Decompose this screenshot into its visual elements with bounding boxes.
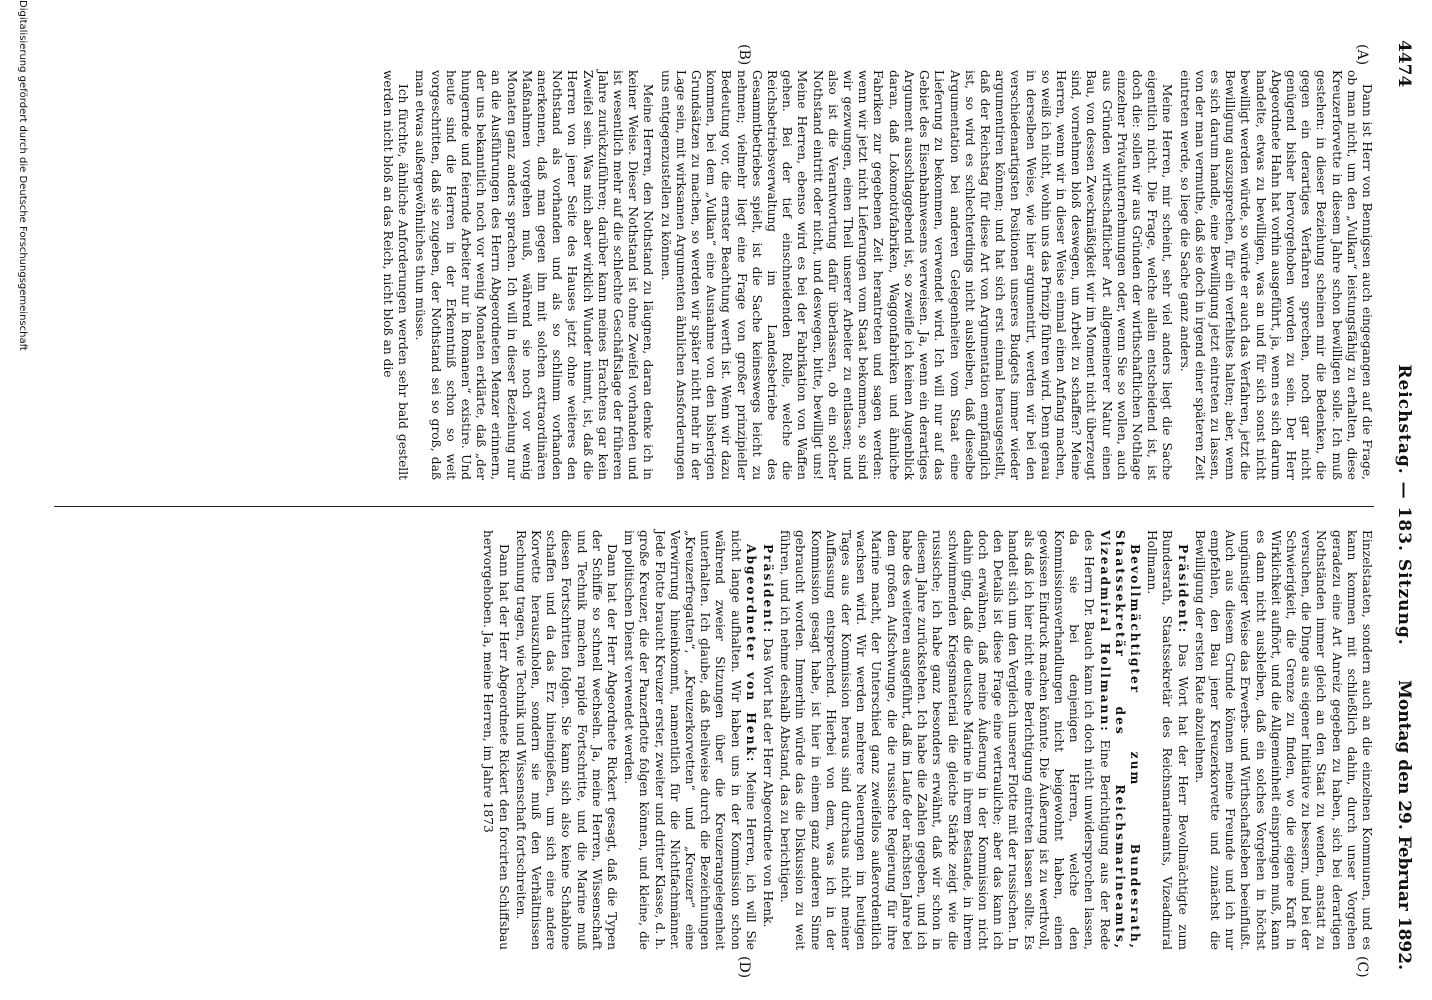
left-paragraph-3: Meine Herren, den Nothstand zu läugnen, daran denke ich in keiner Weise. Dieser Nothstand ist ohne Zweifel vorhanden und ist wesentlich mehr auf die schlechte Geschäftslage der früheren Jahre zurückzuführen; darüber kann meines Erachtens gar kein Zweifel sein. Was mich aber wirklich Wunder nimmt, ist, daß die Herren von jener Seite des Hauses jetzt ohne weiteres den Nothstand als vorhanden und als so schlimm vorhanden anerkennen, daß man gegen ihn mit solchen extraordinären Maßnahmen vorgehen muß, während sie noch vor wenig Monaten ganz anders sprachen. Ich will in dieser Beziehung nur an die Ausführungen des Herrn Abgeordneten Menzer erinnern, der uns bekanntlich noch vor wenig Monaten erklärte, daß „der hungernde und feiernde Arbeiter nur in Romanen“ existire. Und heute sind die Herren in der Erkenntniß schon so weit vorgeschritten, daß sie zugeben, der Nothstand sei so groß, daß man etwas außergewöhnliches thun müsse. [413, 70, 656, 480]
right-column [54, 530, 1374, 950]
right-paragraph-6: Dann hat der Herr Abgeordnete Rickert gesagt, daß die Typen der Schiffe so schnell wechseln. Ja, meine Herren, Wissenschaft und Technik machen rapide Fortschritte, und die Marine muß diesen Fortschritten folgen. Sie kann sich also keine Schablone schaffen und da das Erz hineingießen, um sich eine andere Korvette herauszuholen, sondern sie muß den Verhältnissen Rechnung tragen, wie Technik und Wissenschaft fortschreiten. [513, 530, 620, 950]
speaker-label: Abgeordneter von Henk: [743, 544, 758, 764]
page-number: 4474 [1394, 40, 1414, 88]
marker-d: (D) [736, 956, 752, 979]
page-header [1388, 40, 1414, 970]
left-paragraph-4: Ich fürchte, ähnliche Anforderungen werden sehr bald gestellt werden nicht bloß an das Reich, nicht bloß an die [381, 70, 411, 480]
speech-text: Meine Herren, ich will Sie nicht lange aufhalten. Wir haben uns in der Kommission schon während zweier Sitzungen über die Kreuzerangelegenheit unterhalten. Ich glaube, daß theilweise durch die Bezeichnungen „Kreuzerfregatten“, „Kreuzerkorvetten“ und „Kreuzer“ eine Verwirrung hineinkommt, namentlich für die Nichtfachmänner. Jede Flotte braucht Kreuzer erster, zweiter und dritter Klasse, d. h. große Kreuzer, die der Panzerflotte folgen können, und kleine, die im politischen Dienst verwendet werden. [622, 530, 758, 950]
speech-text: Eine Berichtigung aus der Rede des Herrn Dr. Bauch kann ich doch nicht unwidersprochen lassen, da sie bei denjenigen Herren, welche den Kommissionsverhandlungen nicht beigewohnt haben, einen gewissen Eindruck machen könnte. Die Äußerung ist zu werthvoll, als daß ich hier nicht eine Berichtigung eintreten lassen sollte. Es handelt sich um den Vergleich unserer Flotte mit der russischen. In den Details ist diese Frage eine vertrauliche; aber das kann ich doch erwähnen, daß meine Äußerung in der Kommission nicht dahin ging, daß die deutsche Marine in ihrem Bestande, in ihrem schwimmenden Kriegsmaterial die gleiche Stärke zeigt wie die russische; ich habe ganz besonders erwähnt, daß wir schon in diesem Jahre zurückstehen. Ich habe die Zahlen gegeben, und ich habe des weiteren ausgeführt, daß im Laufe der nächsten Jahre bei dem großen Aufschwunge, die die russische Regierung für ihre Marine macht, der Unterschied ganz zweifellos außerordentlich wachsen wird. Wir werden mehrere Neuerungen im heutigen Tages aus der Kommission heraus sind durchaus nicht meiner Auffassung entsprechend. Hierbei von dem, was ich in der Kommission gesagt habe, ist hier in einem ganz anderen Sinne gebraucht worden. Immerhin würde das die Diskussion zu weit führen, und ich nehme deshalb Abstand, das zu berichtigen. [778, 530, 1112, 950]
marker-a: (A) [1354, 44, 1370, 66]
speech-text: Das Wort hat der Herr Bevollmächtigte zum Bundesrath, Staatssekretär des Reichsmarineamts, Vizeadmiral Hollmann. [1145, 530, 1190, 950]
column-divider [54, 506, 1374, 507]
right-paragraph-1: Einzelstaaten, sondern auch an die einzelnen Kommunen, und es kann kommen mit schließlich dahin, durch unser Vorgehen geradezu eine Art Anreiz gegeben zu haben, sich bei derartigen Nothständen immer gleich an den Staat zu wenden, anstatt zu versuchen, die Dinge aus eigener Initiative zu bessern, und bei der Schwierigkeit, die Grenze zu finden, wo die eigene Kraft in Wirklichkeit aufhört, und die Allgemeinheit einspringen muß, kann es dann nicht ausbleiben, daß ein solches Vorgehen in höchst ungünstiger Weise das Erwerbs- und Wirthschaftsleben beeinflußt. Auch aus diesem Grunde können meine Freunde und ich nur empfehlen, den Bau jener Kreuzerkorvette und zunächst die Bewilligung der ersten Rate abzulehnen. [1192, 530, 1374, 950]
session-title: Reichstag. — 183. Sitzung. [1394, 364, 1414, 646]
right-paragraph-4 [760, 530, 775, 950]
speaker-label: Präsident: [1175, 544, 1190, 635]
digitization-credit: Digitalisierung gefördert durch die Deutsche Forschungsgemeinschaft [17, 0, 28, 351]
marker-b: (B) [736, 44, 752, 66]
session-date: Montag den 29. Februar 1892. [1394, 680, 1414, 970]
speaker-label: Bevollmächtigter zum Bundesrath, Staatssekretär des Reichsmarineamts, Vizeadmiral Hollmann: [1097, 530, 1142, 950]
speech-text: Das Wort hat der Herr Abgeordnete von Henk. [761, 638, 776, 928]
marker-c: (C) [1354, 956, 1370, 978]
right-paragraph-7: Dann hat der Herr Abgeordnete Rickert den forcirten Schiffsbau hervorgehoben. Ja, meine Herren, im Jahre 1873 [481, 530, 511, 950]
right-paragraph-2 [1144, 530, 1190, 950]
speaker-label: Präsident: [761, 544, 776, 635]
left-paragraph-1: Dann ist Herr von Bennigsen auch eingegangen auf die Frage, ob man nicht, um den „Vulkan“ leistungsfähig zu erhalten, diese Kreuzerforvette in diesem Jahre schon bewilligen solle. Ich muß gestehen: in dieser Beziehung scheinen mir die Bedenken, die gegen ein derartiges Verfahren sprechen, noch gar nicht genügend bisher hervorgehoben worden zu sein. Der Herr Abgeordnete Hahn hat vorhin ausgeführt, ja, wenn es sich darum handelte, etwas zu bewilligen, was an und für sich sonst nicht bewilligt werden würde, so würde er auch das Verfahren, jetzt die Bewilligung auszusprechen, für ein verfehltes halten; aber, wenn es sich darum handle, eine Bewilligung jetzt eintreten zu lassen, von der man vermuthe, daß sie doch in irgend einer späteren Zeit eintreten werde, so liege die Sache ganz anders. [1177, 70, 1374, 480]
right-paragraph-5 [621, 530, 758, 950]
right-paragraph-3 [777, 530, 1142, 950]
left-column [54, 70, 1374, 480]
left-paragraph-2: Meine Herren, mir scheint, sehr viel anders liegt die Sache eigentlich nicht. Die Frage, welche allein entscheidend ist, ist doch die: sollen wir aus Gründen der wirthschaftlichen Nothlage einzelner Privatunternehmungen oder, wenn Sie so wollen, auch aus Gründen wirthschaftlicher Art allgemeinerer Natur einen Bau, von dessen Zweckmäßigkeit wir im Moment nicht überzeugt sind, vornehmen bloß deswegen, um Arbeit zu schaffen? Meine Herren, wenn wir in dieser Weise einmal einen Anfang machen, so weiß ich nicht, wohin uns das Prinzip führen wird. Denn genau in derselben Weise, wie hier argumentirt, werden wir bei den verschiedenartigsten Positionen unseres Budgets immer wieder argumentiren können; und hat sich erst einmal herausgestellt, daß der Reichstag für diese Art von Argumentation empfänglich ist, so wird es schlechterdings nicht ausbleiben, daß dieselbe Argumentation bei anderen Gelegenheiten vom Staat eine Lieferung zu bekommen, verwendet wird. Ich will nur auf das Gebiet des Eisenbahnwesens verweisen. Ja, wenn ein derartiges Argument ausschlaggebend ist, so zweifle ich keinen Augenblick daran, daß Lokomotivfabriken, Waggonfabriken und ähnliche Fabriken zur gegebenen Zeit herantreten und sagen werden: wenn wir jetzt nicht Lieferungen vom Staat bekommen, so sind wir gezwungen, einen Theil unserer Arbeiter zu entlassen; und also ist die Verantwortung dafür überlassen, ob ein solcher Nothstand eintritt oder nicht, und deswegen, bitte, bewilligt uns! Meine Herren, ebenso wird es bei der Fabrikation von Waffen gehen. Bei der tief einschneidenden Rolle, welche die Reichsbetriebsverwaltung im Landesbetriebe des Gesammtbetriebes spielt, ist die Sache keineswegs leicht zu nehmen; vielmehr liegt eine Frage von großer prinzipieller Bedeutung vor, die ernster Beachtung werth ist. Wenn wir dazu kommen, bei dem „Vulkan“ eine Ausnahme von den bisherigen Grundsätzen zu machen, so werden wir später nicht mehr in der Lage sein, mit wirksamen Argumenten ähnlichen Ansforderungen uns entgegenzustellen zu können. [658, 70, 1175, 480]
